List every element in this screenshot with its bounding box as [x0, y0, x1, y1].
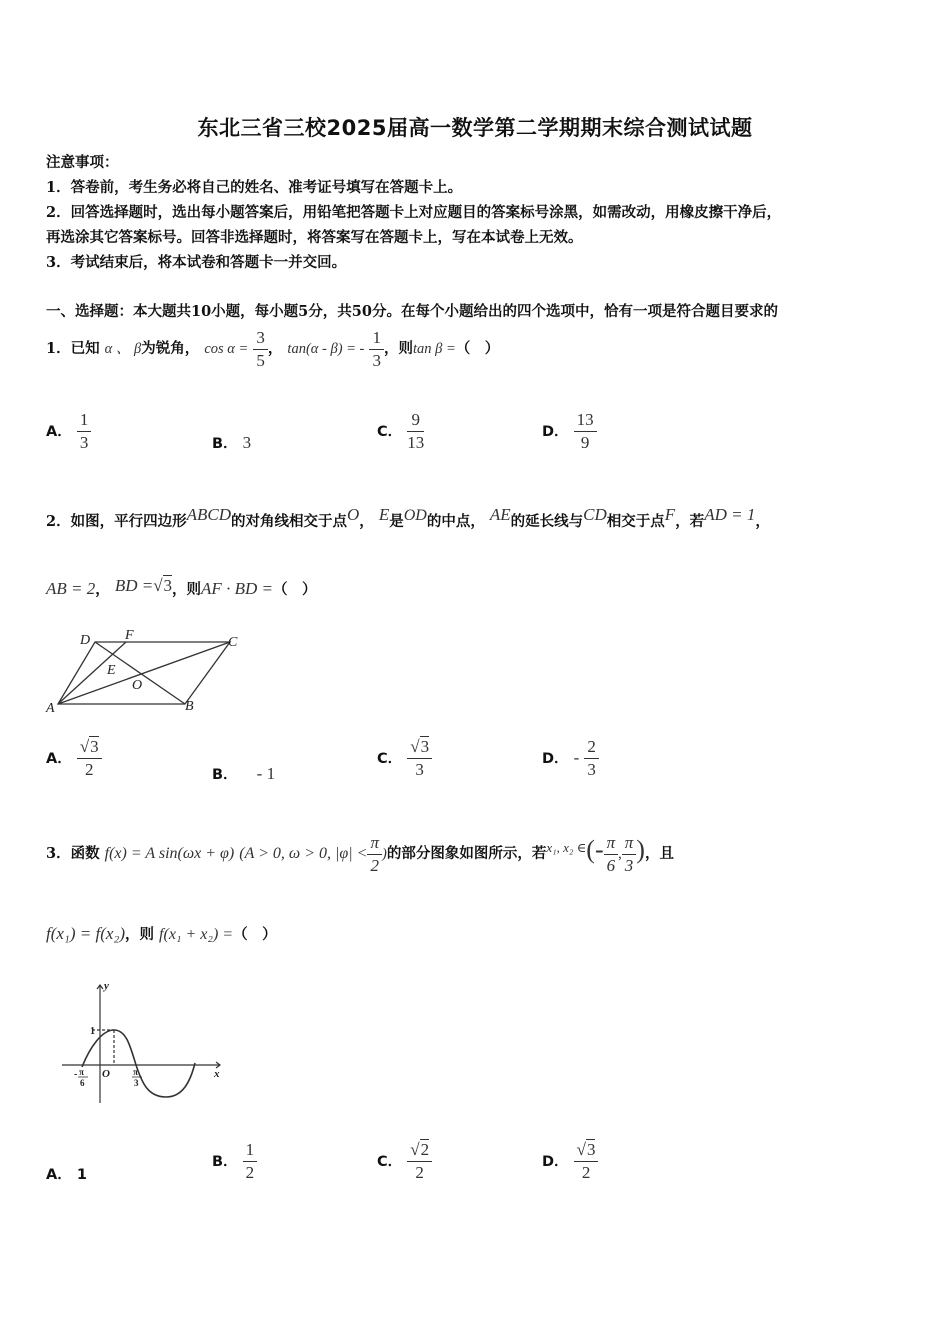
- sine-graph-figure: [58, 975, 228, 1107]
- parallelogram-figure: [40, 622, 250, 718]
- label-o: O: [132, 678, 143, 693]
- fraction: $\frac{3}{5}$: [253, 328, 268, 371]
- notice-item-3: 3．考试结束后，将本试卷和答题卡一并交回。: [46, 254, 347, 271]
- tick-six: 6: [80, 1078, 85, 1088]
- label-a: A: [46, 701, 55, 716]
- x-axis-label: x: [214, 1068, 220, 1080]
- notice-item-2-cont: 再选涂其它答案标号。回答非选择题时，将答案写在答题卡上，写在本试卷上无效。: [46, 229, 583, 246]
- label-b: B: [185, 699, 194, 714]
- q2-option-a[interactable]: A． $\frac{√3}{2}$: [46, 737, 102, 780]
- label-e: E: [107, 663, 116, 678]
- y-axis-label: y: [104, 980, 109, 992]
- question-3-line-2: f(x₁) = f(x₂)，则 f(x₁ + x₂) =（ ）: [46, 924, 277, 943]
- question-3-line-1: 3．函数 f(x) = A sin(ωx + φ) (A > 0, ω > 0, |φ| < $\frac{\pi}{2}$ )的部分图象如图所示，若x₁, x₂ ∈(- $\frac{\pi}{6}$ , $\frac{\pi}{3}$ )，且: [46, 832, 674, 875]
- q1-option-c[interactable]: C． $\frac{9}{13}$: [377, 410, 425, 452]
- label-f: F: [125, 628, 134, 643]
- page-title: 东北三省三校2025届高一数学第二学期期末综合测试试题: [197, 116, 753, 140]
- label-c: C: [228, 635, 238, 650]
- tick-pi-b: π: [133, 1067, 138, 1077]
- q1-option-d[interactable]: D． $\frac{13}{9}$: [542, 410, 597, 453]
- tick-pi-a: π: [79, 1067, 84, 1077]
- notice-item-1: 1．答卷前，考生务必将自己的姓名、准考证号填写在答题卡上。: [46, 179, 463, 196]
- q3-option-b[interactable]: B． $\frac{1}{2}$: [212, 1140, 257, 1183]
- fraction: $\frac{1}{3}$: [369, 328, 384, 371]
- q1-option-b[interactable]: B． 3: [212, 433, 252, 452]
- notice-item-2: 2．回答选择题时，选出每小题答案后，用铅笔把答题卡上对应题目的答案标号涂黑，如需改动，用橡皮擦干净后，: [46, 204, 782, 221]
- notice-heading: 注意事项：: [46, 154, 119, 171]
- origin-label: O: [102, 1068, 110, 1080]
- q2-option-d[interactable]: D． - $\frac{2}{3}$: [542, 737, 599, 780]
- question-2-line-1: 2．如图，平行四边形ABCD的对角线相交于点O， E是OD的中点， AE的延长线与CD相交于点F，若AD = 1，: [46, 505, 770, 530]
- question-1: 1．已知 α 、 β为锐角， cos α = $\frac{3}{5}$ ， tan(α - β) = - $\frac{1}{3}$ ，则tan β =（ ）: [46, 327, 500, 370]
- q2-option-b[interactable]: B． - 1: [212, 764, 276, 783]
- question-2-line-2: AB = 2， BD =√3，则AF · BD =（ ）: [46, 576, 317, 598]
- q3-option-c[interactable]: C． $\frac{√2}{2}$: [377, 1140, 432, 1183]
- y-tick-1: 1: [90, 1026, 95, 1037]
- tick-three: 3: [134, 1078, 139, 1088]
- q3-option-d[interactable]: D． $\frac{√3}{2}$: [542, 1140, 598, 1183]
- q3-option-a[interactable]: A． 1: [46, 1167, 87, 1183]
- section-heading: 一、选择题：本大题共10小题，每小题5分，共50分。在每个小题给出的四个选项中，恰有一项是符合题目要求的: [46, 303, 778, 320]
- tick-neg: -: [74, 1069, 78, 1080]
- label-d: D: [80, 633, 91, 648]
- q1-option-a[interactable]: A． $\frac{1}{3}$: [46, 410, 91, 453]
- q2-option-c[interactable]: C． $\frac{√3}{3}$: [377, 737, 432, 780]
